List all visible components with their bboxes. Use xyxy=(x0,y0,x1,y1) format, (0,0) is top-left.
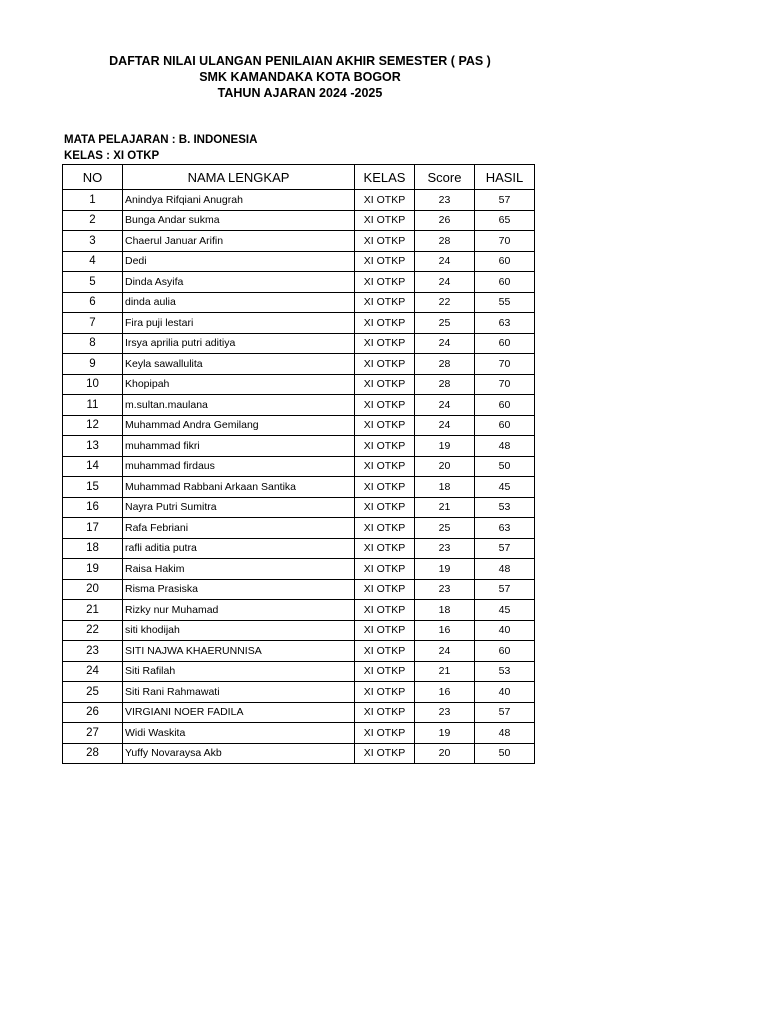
cell-name: Rizky nur Muhamad xyxy=(123,600,355,621)
cell-name: Rafa Febriani xyxy=(123,518,355,539)
cell-no: 28 xyxy=(63,743,123,764)
cell-name: Muhammad Rabbani Arkaan Santika xyxy=(123,477,355,498)
column-header-name: NAMA LENGKAP xyxy=(123,165,355,190)
table-row xyxy=(63,374,535,395)
cell-hasil: 60 xyxy=(475,395,535,416)
cell-no: 14 xyxy=(63,456,123,477)
cell-no: 26 xyxy=(63,702,123,723)
cell-name: Dedi xyxy=(123,251,355,272)
table-row xyxy=(63,456,535,477)
cell-kelas: XI OTKP xyxy=(355,333,415,354)
cell-no: 12 xyxy=(63,415,123,436)
cell-name: Dinda Asyifa xyxy=(123,272,355,293)
cell-kelas: XI OTKP xyxy=(355,702,415,723)
cell-name: VIRGIANI NOER FADILA xyxy=(123,702,355,723)
table-row xyxy=(63,743,535,764)
cell-no: 18 xyxy=(63,538,123,559)
cell-score: 18 xyxy=(415,600,475,621)
cell-hasil: 53 xyxy=(475,497,535,518)
cell-score: 16 xyxy=(415,620,475,641)
table-row xyxy=(63,436,535,457)
cell-score: 28 xyxy=(415,374,475,395)
cell-name: Siti Rani Rahmawati xyxy=(123,682,355,703)
cell-name: Risma Prasiska xyxy=(123,579,355,600)
cell-hasil: 70 xyxy=(475,354,535,375)
cell-name: Fira puji lestari xyxy=(123,313,355,334)
cell-kelas: XI OTKP xyxy=(355,600,415,621)
cell-name: Khopipah xyxy=(123,374,355,395)
cell-score: 28 xyxy=(415,231,475,252)
cell-hasil: 65 xyxy=(475,210,535,231)
cell-name: Nayra Putri Sumitra xyxy=(123,497,355,518)
cell-kelas: XI OTKP xyxy=(355,292,415,313)
cell-name: Raisa Hakim xyxy=(123,559,355,580)
cell-score: 21 xyxy=(415,661,475,682)
cell-kelas: XI OTKP xyxy=(355,272,415,293)
cell-score: 25 xyxy=(415,518,475,539)
column-header-score: Score xyxy=(415,165,475,190)
cell-hasil: 63 xyxy=(475,313,535,334)
cell-no: 2 xyxy=(63,210,123,231)
table-row xyxy=(63,600,535,621)
cell-hasil: 57 xyxy=(475,579,535,600)
cell-no: 11 xyxy=(63,395,123,416)
cell-hasil: 55 xyxy=(475,292,535,313)
cell-score: 22 xyxy=(415,292,475,313)
table-row xyxy=(63,231,535,252)
cell-kelas: XI OTKP xyxy=(355,190,415,211)
cell-score: 20 xyxy=(415,456,475,477)
cell-no: 6 xyxy=(63,292,123,313)
cell-kelas: XI OTKP xyxy=(355,436,415,457)
cell-no: 24 xyxy=(63,661,123,682)
cell-score: 19 xyxy=(415,436,475,457)
cell-score: 25 xyxy=(415,313,475,334)
cell-no: 21 xyxy=(63,600,123,621)
cell-hasil: 50 xyxy=(475,743,535,764)
cell-hasil: 57 xyxy=(475,702,535,723)
cell-kelas: XI OTKP xyxy=(355,682,415,703)
table-row xyxy=(63,292,535,313)
cell-name: rafli aditia putra xyxy=(123,538,355,559)
cell-kelas: XI OTKP xyxy=(355,497,415,518)
cell-hasil: 48 xyxy=(475,723,535,744)
table-row xyxy=(63,682,535,703)
cell-name: Chaerul Januar Arifin xyxy=(123,231,355,252)
cell-name: Muhammad Andra Gemilang xyxy=(123,415,355,436)
cell-score: 19 xyxy=(415,723,475,744)
table-row xyxy=(63,190,535,211)
cell-hasil: 48 xyxy=(475,559,535,580)
cell-name: muhammad fikri xyxy=(123,436,355,457)
title-line-3: TAHUN AJARAN 2024 -2025 xyxy=(217,86,383,100)
cell-no: 10 xyxy=(63,374,123,395)
class-label: KELAS : XI OTKP xyxy=(64,150,160,162)
cell-kelas: XI OTKP xyxy=(355,354,415,375)
cell-no: 15 xyxy=(63,477,123,498)
table-row xyxy=(63,620,535,641)
table-row xyxy=(63,395,535,416)
cell-score: 24 xyxy=(415,395,475,416)
cell-score: 24 xyxy=(415,641,475,662)
cell-kelas: XI OTKP xyxy=(355,518,415,539)
cell-hasil: 40 xyxy=(475,620,535,641)
title-line-2: SMK KAMANDAKA KOTA BOGOR xyxy=(199,70,401,84)
table-row xyxy=(63,251,535,272)
cell-score: 23 xyxy=(415,538,475,559)
cell-name: m.sultan.maulana xyxy=(123,395,355,416)
cell-score: 20 xyxy=(415,743,475,764)
table-header-row xyxy=(63,165,535,190)
cell-kelas: XI OTKP xyxy=(355,579,415,600)
cell-no: 25 xyxy=(63,682,123,703)
cell-no: 16 xyxy=(63,497,123,518)
cell-hasil: 57 xyxy=(475,190,535,211)
cell-name: SITI NAJWA KHAERUNNISA xyxy=(123,641,355,662)
cell-no: 4 xyxy=(63,251,123,272)
cell-no: 1 xyxy=(63,190,123,211)
cell-name: Siti Rafilah xyxy=(123,661,355,682)
table-row xyxy=(63,497,535,518)
cell-kelas: XI OTKP xyxy=(355,641,415,662)
cell-hasil: 53 xyxy=(475,661,535,682)
cell-score: 23 xyxy=(415,579,475,600)
cell-kelas: XI OTKP xyxy=(355,313,415,334)
cell-name: Keyla sawallulita xyxy=(123,354,355,375)
table-row xyxy=(63,477,535,498)
cell-kelas: XI OTKP xyxy=(355,231,415,252)
cell-no: 9 xyxy=(63,354,123,375)
cell-kelas: XI OTKP xyxy=(355,251,415,272)
cell-kelas: XI OTKP xyxy=(355,477,415,498)
cell-kelas: XI OTKP xyxy=(355,374,415,395)
cell-score: 18 xyxy=(415,477,475,498)
table-row xyxy=(63,415,535,436)
table-row xyxy=(63,723,535,744)
table-row xyxy=(63,354,535,375)
cell-score: 23 xyxy=(415,190,475,211)
cell-hasil: 50 xyxy=(475,456,535,477)
cell-hasil: 60 xyxy=(475,251,535,272)
cell-score: 24 xyxy=(415,272,475,293)
table-row xyxy=(63,661,535,682)
cell-name: dinda aulia xyxy=(123,292,355,313)
cell-kelas: XI OTKP xyxy=(355,743,415,764)
cell-no: 23 xyxy=(63,641,123,662)
cell-score: 23 xyxy=(415,702,475,723)
subject-label: MATA PELAJARAN : B. INDONESIA xyxy=(64,134,258,146)
cell-kelas: XI OTKP xyxy=(355,456,415,477)
cell-no: 7 xyxy=(63,313,123,334)
table-row xyxy=(63,538,535,559)
cell-name: Yuffy Novaraysa Akb xyxy=(123,743,355,764)
cell-no: 13 xyxy=(63,436,123,457)
cell-no: 27 xyxy=(63,723,123,744)
cell-score: 24 xyxy=(415,333,475,354)
cell-name: Anindya Rifqiani Anugrah xyxy=(123,190,355,211)
cell-name: Irsya aprilia putri aditiya xyxy=(123,333,355,354)
cell-score: 24 xyxy=(415,415,475,436)
cell-kelas: XI OTKP xyxy=(355,559,415,580)
cell-name: Widi Waskita xyxy=(123,723,355,744)
cell-score: 19 xyxy=(415,559,475,580)
cell-no: 3 xyxy=(63,231,123,252)
table-row xyxy=(63,272,535,293)
table-body xyxy=(63,190,535,764)
cell-name: siti khodijah xyxy=(123,620,355,641)
document-title xyxy=(0,53,600,101)
table-row xyxy=(63,579,535,600)
cell-hasil: 40 xyxy=(475,682,535,703)
table-row xyxy=(63,641,535,662)
cell-kelas: XI OTKP xyxy=(355,210,415,231)
cell-name: Bunga Andar sukma xyxy=(123,210,355,231)
cell-hasil: 45 xyxy=(475,477,535,498)
cell-name: muhammad firdaus xyxy=(123,456,355,477)
cell-score: 16 xyxy=(415,682,475,703)
table-row xyxy=(63,559,535,580)
grades-table xyxy=(62,164,535,764)
cell-kelas: XI OTKP xyxy=(355,723,415,744)
cell-no: 22 xyxy=(63,620,123,641)
cell-kelas: XI OTKP xyxy=(355,395,415,416)
cell-score: 24 xyxy=(415,251,475,272)
cell-hasil: 70 xyxy=(475,231,535,252)
column-header-hasil: HASIL xyxy=(475,165,535,190)
cell-hasil: 60 xyxy=(475,333,535,354)
cell-hasil: 60 xyxy=(475,415,535,436)
cell-kelas: XI OTKP xyxy=(355,538,415,559)
table-row xyxy=(63,313,535,334)
column-header-no: NO xyxy=(63,165,123,190)
cell-score: 26 xyxy=(415,210,475,231)
table-row xyxy=(63,333,535,354)
cell-hasil: 57 xyxy=(475,538,535,559)
cell-kelas: XI OTKP xyxy=(355,620,415,641)
cell-no: 20 xyxy=(63,579,123,600)
table-row xyxy=(63,518,535,539)
cell-hasil: 48 xyxy=(475,436,535,457)
cell-no: 5 xyxy=(63,272,123,293)
cell-kelas: XI OTKP xyxy=(355,661,415,682)
cell-score: 21 xyxy=(415,497,475,518)
table-row xyxy=(63,702,535,723)
cell-no: 8 xyxy=(63,333,123,354)
cell-kelas: XI OTKP xyxy=(355,415,415,436)
cell-no: 19 xyxy=(63,559,123,580)
cell-hasil: 60 xyxy=(475,272,535,293)
cell-hasil: 45 xyxy=(475,600,535,621)
title-line-1: DAFTAR NILAI ULANGAN PENILAIAN AKHIR SEMESTER ( PAS ) xyxy=(109,54,491,68)
cell-score: 28 xyxy=(415,354,475,375)
cell-no: 17 xyxy=(63,518,123,539)
cell-hasil: 70 xyxy=(475,374,535,395)
cell-hasil: 63 xyxy=(475,518,535,539)
table-row xyxy=(63,210,535,231)
column-header-kelas: KELAS xyxy=(355,165,415,190)
cell-hasil: 60 xyxy=(475,641,535,662)
